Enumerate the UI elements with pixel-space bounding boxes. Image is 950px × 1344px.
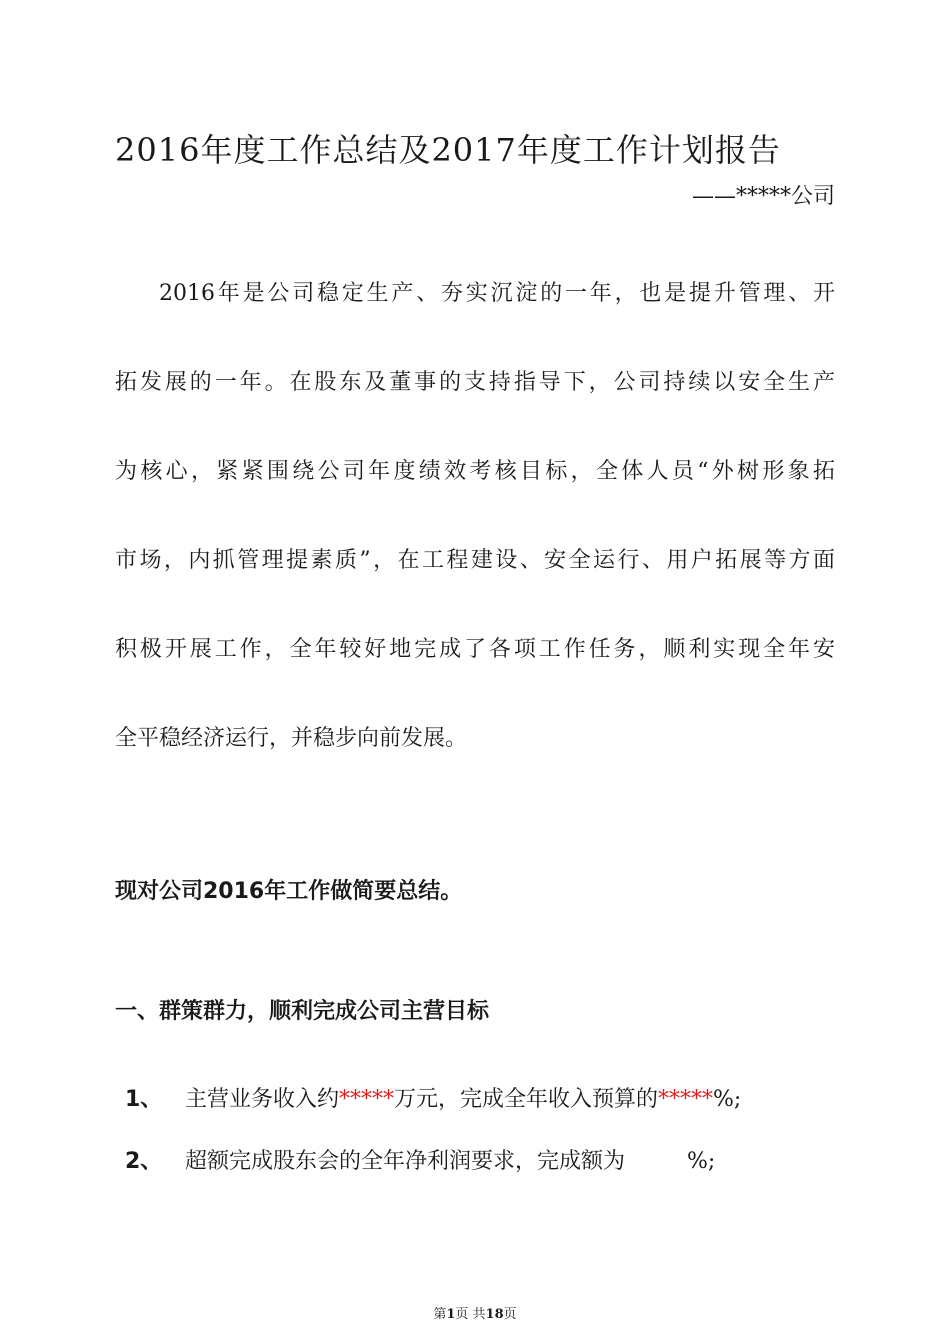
intro-line: 全平稳经济运行，并稳步向前发展。 [115,726,468,751]
intro-line: 为核心，紧紧围绕公司年度绩效考核目标，全体人员“外树形象拓 [115,459,835,484]
list-item-text-part: 超额完成股东会的全年净利润要求，完成额为 [185,1149,626,1174]
list-item-text-part: %; [713,1087,742,1112]
list-item-text-part: 主营业务收入约 [185,1087,340,1112]
footer-text: 页 [503,1307,517,1322]
list-item-text-part: %; [687,1149,716,1174]
list-item-text [185,1142,715,1182]
company-signature: ——*****公司 [691,184,835,209]
list-item-number: 2、 [125,1149,163,1174]
masked-value: ***** [339,1087,395,1112]
list-item-text [185,1080,741,1120]
intro-line: 拓发展的一年。在股东及董事的支持指导下，公司持续以安全生产 [115,370,835,395]
page-footer [0,1306,950,1324]
list-item [125,1142,835,1182]
intro-line: 市场，内抓管理提素质”，在工程建设、安全运行、用户拓展等方面 [115,548,835,573]
intro-line: 2016年是公司稳定生产、夯实沉淀的一年，也是提升管理、开 [159,281,835,306]
list-item-text-part: 万元，完成全年收入预算的 [394,1087,659,1112]
page-number: 1 [446,1307,456,1322]
intro-paragraph [115,272,835,806]
section-heading: 一、群策群力，顺利完成公司主营目标 [115,999,490,1024]
masked-value: ***** [658,1087,714,1112]
footer-text: 页 共 [455,1307,486,1322]
footer-text: 第 [433,1307,447,1322]
summary-lead: 现对公司2016年工作做简要总结。 [115,879,463,904]
total-pages: 18 [485,1307,504,1322]
intro-line: 积极开展工作，全年较好地完成了各项工作任务，顺利实现全年安 [115,637,835,662]
document-title: 2016年度工作总结及2017年度工作计划报告 [115,131,781,169]
list-item [125,1080,835,1120]
list-item-number: 1、 [125,1087,163,1112]
